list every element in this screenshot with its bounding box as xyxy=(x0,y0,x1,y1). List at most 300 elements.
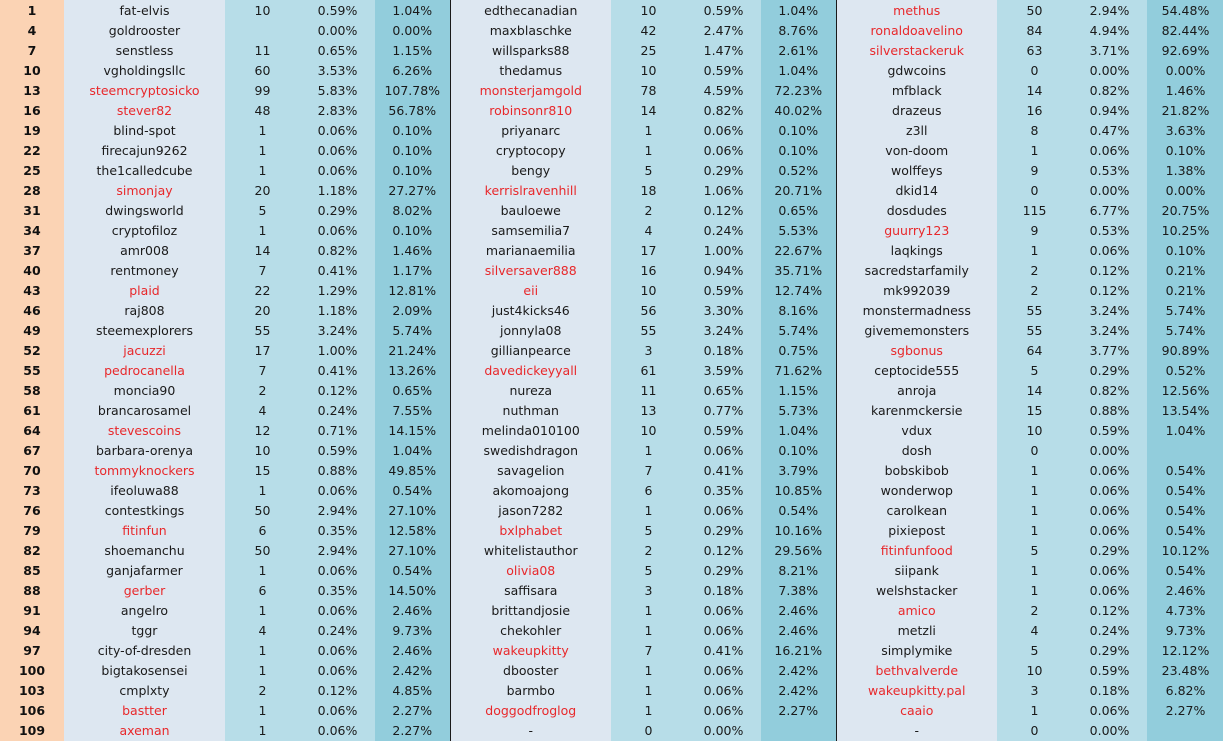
table-row xyxy=(0,620,1223,640)
count-cell: 1 xyxy=(997,560,1072,580)
count-cell: 1 xyxy=(225,140,300,160)
rank-cell: 43 xyxy=(0,280,64,300)
cumulative-percent-cell: 27.27% xyxy=(375,180,450,200)
count-cell: 1 xyxy=(225,720,300,741)
percent-cell: 0.06% xyxy=(686,680,761,700)
cumulative-percent-cell: 1.15% xyxy=(375,40,450,60)
count-cell: 1 xyxy=(611,120,686,140)
username-cell: shoemanchu xyxy=(64,540,225,560)
rank-cell: 28 xyxy=(0,180,64,200)
percent-cell: 0.24% xyxy=(300,620,375,640)
count-cell: 3 xyxy=(611,580,686,600)
username-cell: swedishdragon xyxy=(450,440,611,460)
percent-cell: 0.82% xyxy=(300,240,375,260)
cumulative-percent-cell: 2.46% xyxy=(761,600,836,620)
percent-cell: 0.24% xyxy=(686,220,761,240)
count-cell: 10 xyxy=(997,660,1072,680)
table-row xyxy=(0,0,1223,20)
percent-cell: 1.00% xyxy=(686,240,761,260)
percent-cell: 0.06% xyxy=(686,660,761,680)
percent-cell: 0.88% xyxy=(300,460,375,480)
percent-cell: 0.06% xyxy=(1072,240,1147,260)
count-cell: 10 xyxy=(611,60,686,80)
username-cell: pixiepost xyxy=(836,520,997,540)
percent-cell: 0.06% xyxy=(686,700,761,720)
rank-cell: 94 xyxy=(0,620,64,640)
cumulative-percent-cell: 22.67% xyxy=(761,240,836,260)
cumulative-percent-cell: 0.10% xyxy=(1147,140,1223,160)
percent-cell: 0.06% xyxy=(686,620,761,640)
table-row xyxy=(0,200,1223,220)
percent-cell: 3.24% xyxy=(686,320,761,340)
cumulative-percent-cell: 1.15% xyxy=(761,380,836,400)
count-cell: 50 xyxy=(997,0,1072,20)
count-cell: 50 xyxy=(225,540,300,560)
table-row xyxy=(0,680,1223,700)
username-cell: priyanarc xyxy=(450,120,611,140)
count-cell: 4 xyxy=(611,220,686,240)
percent-cell: 0.24% xyxy=(1072,620,1147,640)
username-cell: ifeoluwa88 xyxy=(64,480,225,500)
percent-cell: 0.18% xyxy=(686,340,761,360)
table-row xyxy=(0,300,1223,320)
cumulative-percent-cell: 1.38% xyxy=(1147,160,1223,180)
cumulative-percent-cell: 2.46% xyxy=(375,640,450,660)
count-cell: 56 xyxy=(611,300,686,320)
percent-cell: 0.29% xyxy=(1072,640,1147,660)
cumulative-percent-cell: 12.74% xyxy=(761,280,836,300)
cumulative-percent-cell: 0.00% xyxy=(375,20,450,40)
cumulative-percent-cell: 2.27% xyxy=(375,720,450,741)
percent-cell: 3.71% xyxy=(1072,40,1147,60)
table-row xyxy=(0,560,1223,580)
count-cell: 25 xyxy=(611,40,686,60)
username-cell: thedamus xyxy=(450,60,611,80)
rank-cell: 52 xyxy=(0,340,64,360)
rank-cell: 19 xyxy=(0,120,64,140)
table-row xyxy=(0,280,1223,300)
table-row xyxy=(0,240,1223,260)
username-cell: simonjay xyxy=(64,180,225,200)
count-cell: 1 xyxy=(611,500,686,520)
rank-cell: 49 xyxy=(0,320,64,340)
percent-cell: 2.94% xyxy=(1072,0,1147,20)
username-cell: dwingsworld xyxy=(64,200,225,220)
cumulative-percent-cell: 1.04% xyxy=(1147,420,1223,440)
cumulative-percent-cell: 8.16% xyxy=(761,300,836,320)
cumulative-percent-cell: 2.46% xyxy=(375,600,450,620)
username-cell: akomoajong xyxy=(450,480,611,500)
cumulative-percent-cell: 10.25% xyxy=(1147,220,1223,240)
percent-cell: 1.18% xyxy=(300,300,375,320)
username-cell: bigtakosensei xyxy=(64,660,225,680)
percent-cell: 0.41% xyxy=(300,260,375,280)
count-cell: 20 xyxy=(225,300,300,320)
count-cell: 16 xyxy=(997,100,1072,120)
percent-cell: 1.06% xyxy=(686,180,761,200)
username-cell: bauloewe xyxy=(450,200,611,220)
cumulative-percent-cell: 90.89% xyxy=(1147,340,1223,360)
username-cell: nureza xyxy=(450,380,611,400)
cumulative-percent-cell: 35.71% xyxy=(761,260,836,280)
username-cell: laqkings xyxy=(836,240,997,260)
percent-cell: 0.06% xyxy=(300,480,375,500)
percent-cell: 3.30% xyxy=(686,300,761,320)
username-cell: savagelion xyxy=(450,460,611,480)
count-cell: 5 xyxy=(997,360,1072,380)
cumulative-percent-cell: 12.58% xyxy=(375,520,450,540)
cumulative-percent-cell: 56.78% xyxy=(375,100,450,120)
username-cell: siipank xyxy=(836,560,997,580)
username-cell: bobskibob xyxy=(836,460,997,480)
cumulative-percent-cell: 13.54% xyxy=(1147,400,1223,420)
cumulative-percent-cell: 4.73% xyxy=(1147,600,1223,620)
rank-cell: 73 xyxy=(0,480,64,500)
cumulative-percent-cell: 8.76% xyxy=(761,20,836,40)
percent-cell: 0.06% xyxy=(300,640,375,660)
username-cell: cryptofiloz xyxy=(64,220,225,240)
count-cell: 4 xyxy=(225,620,300,640)
cumulative-percent-cell: 3.63% xyxy=(1147,120,1223,140)
username-cell: tommyknockers xyxy=(64,460,225,480)
rank-cell: 25 xyxy=(0,160,64,180)
rank-cell: 82 xyxy=(0,540,64,560)
count-cell: 22 xyxy=(225,280,300,300)
username-cell: sgbonus xyxy=(836,340,997,360)
count-cell: 63 xyxy=(997,40,1072,60)
count-cell: 60 xyxy=(225,60,300,80)
count-cell: 5 xyxy=(997,640,1072,660)
percent-cell: 0.06% xyxy=(1072,480,1147,500)
table-row xyxy=(0,520,1223,540)
rank-cell: 46 xyxy=(0,300,64,320)
percent-cell: 2.47% xyxy=(686,20,761,40)
count-cell: 1 xyxy=(997,520,1072,540)
percent-cell: 0.18% xyxy=(686,580,761,600)
username-cell: fitinfunfood xyxy=(836,540,997,560)
percent-cell: 0.06% xyxy=(686,120,761,140)
cumulative-percent-cell: 2.42% xyxy=(761,660,836,680)
percent-cell: 2.94% xyxy=(300,540,375,560)
rank-cell: 61 xyxy=(0,400,64,420)
count-cell: 1 xyxy=(225,660,300,680)
percent-cell: 0.59% xyxy=(300,0,375,20)
table-row xyxy=(0,260,1223,280)
count-cell: 0 xyxy=(997,440,1072,460)
username-cell: mfblack xyxy=(836,80,997,100)
username-cell: davedickeyyall xyxy=(450,360,611,380)
cumulative-percent-cell: 14.15% xyxy=(375,420,450,440)
count-cell: 0 xyxy=(997,60,1072,80)
rank-cell: 88 xyxy=(0,580,64,600)
count-cell: 11 xyxy=(611,380,686,400)
cumulative-percent-cell: 10.85% xyxy=(761,480,836,500)
table-row xyxy=(0,320,1223,340)
username-cell: vgholdingsllc xyxy=(64,60,225,80)
cumulative-percent-cell: 0.10% xyxy=(375,120,450,140)
cumulative-percent-cell: 0.52% xyxy=(1147,360,1223,380)
username-cell: anroja xyxy=(836,380,997,400)
username-cell: brancarosamel xyxy=(64,400,225,420)
rank-cell: 103 xyxy=(0,680,64,700)
cumulative-percent-cell: 0.10% xyxy=(761,120,836,140)
cumulative-percent-cell: 0.00% xyxy=(1147,60,1223,80)
count-cell: 5 xyxy=(997,540,1072,560)
cumulative-percent-cell: 27.10% xyxy=(375,540,450,560)
cumulative-percent-cell: 0.10% xyxy=(375,140,450,160)
username-cell: contestkings xyxy=(64,500,225,520)
count-cell: 6 xyxy=(225,580,300,600)
username-cell: olivia08 xyxy=(450,560,611,580)
count-cell: 48 xyxy=(225,100,300,120)
count-cell: 2 xyxy=(611,540,686,560)
table-row xyxy=(0,80,1223,100)
count-cell: 1 xyxy=(225,640,300,660)
count-cell: 99 xyxy=(225,80,300,100)
table-row xyxy=(0,120,1223,140)
count-cell: 15 xyxy=(997,400,1072,420)
cumulative-percent-cell: 0.10% xyxy=(375,220,450,240)
cumulative-percent-cell: 1.04% xyxy=(375,0,450,20)
username-cell: axeman xyxy=(64,720,225,741)
cumulative-percent-cell: 2.42% xyxy=(761,680,836,700)
percent-cell: 0.06% xyxy=(300,720,375,741)
cumulative-percent-cell: 20.75% xyxy=(1147,200,1223,220)
cumulative-percent-cell: 71.62% xyxy=(761,360,836,380)
percent-cell: 3.24% xyxy=(300,320,375,340)
count-cell: 61 xyxy=(611,360,686,380)
cumulative-percent-cell: 10.12% xyxy=(1147,540,1223,560)
username-cell: stevescoins xyxy=(64,420,225,440)
count-cell: 1 xyxy=(225,120,300,140)
username-cell: samsemilia7 xyxy=(450,220,611,240)
table-row xyxy=(0,380,1223,400)
count-cell: 1 xyxy=(611,440,686,460)
percent-cell: 0.47% xyxy=(1072,120,1147,140)
count-cell: 6 xyxy=(225,520,300,540)
percent-cell: 5.83% xyxy=(300,80,375,100)
username-cell: dkid14 xyxy=(836,180,997,200)
percent-cell: 0.12% xyxy=(1072,600,1147,620)
percent-cell: 0.29% xyxy=(686,520,761,540)
rank-cell: 67 xyxy=(0,440,64,460)
table-row xyxy=(0,720,1223,741)
cumulative-percent-cell: 2.46% xyxy=(1147,580,1223,600)
table-row xyxy=(0,220,1223,240)
percent-cell: 0.12% xyxy=(1072,260,1147,280)
username-cell: pedrocanella xyxy=(64,360,225,380)
username-cell: firecajun9262 xyxy=(64,140,225,160)
count-cell: 8 xyxy=(997,120,1072,140)
percent-cell: 0.77% xyxy=(686,400,761,420)
cumulative-percent-cell: 2.61% xyxy=(761,40,836,60)
cumulative-percent-cell: 1.46% xyxy=(1147,80,1223,100)
username-cell: z3ll xyxy=(836,120,997,140)
count-cell: 9 xyxy=(997,160,1072,180)
percent-cell: 0.59% xyxy=(686,60,761,80)
count-cell: 50 xyxy=(225,500,300,520)
percent-cell: 0.35% xyxy=(300,580,375,600)
cumulative-percent-cell: 0.65% xyxy=(761,200,836,220)
percent-cell: 3.59% xyxy=(686,360,761,380)
percent-cell: 0.82% xyxy=(1072,80,1147,100)
username-cell: wolffeys xyxy=(836,160,997,180)
percent-cell: 0.65% xyxy=(300,40,375,60)
username-cell: steemcryptosicko xyxy=(64,80,225,100)
cumulative-percent-cell: 21.82% xyxy=(1147,100,1223,120)
username-cell: blind-spot xyxy=(64,120,225,140)
percent-cell: 0.00% xyxy=(300,20,375,40)
count-cell: 1 xyxy=(225,600,300,620)
percent-cell: 0.53% xyxy=(1072,160,1147,180)
username-cell: just4kicks46 xyxy=(450,300,611,320)
username-cell: monsterjamgold xyxy=(450,80,611,100)
count-cell: 1 xyxy=(611,140,686,160)
rank-cell: 4 xyxy=(0,20,64,40)
count-cell: 78 xyxy=(611,80,686,100)
username-cell: plaid xyxy=(64,280,225,300)
cumulative-percent-cell: 40.02% xyxy=(761,100,836,120)
percent-cell: 0.12% xyxy=(300,380,375,400)
cumulative-percent-cell: 5.74% xyxy=(375,320,450,340)
count-cell: 3 xyxy=(997,680,1072,700)
percent-cell: 0.41% xyxy=(686,640,761,660)
username-cell: fat-elvis xyxy=(64,0,225,20)
count-cell: 2 xyxy=(225,680,300,700)
username-cell: the1calledcube xyxy=(64,160,225,180)
percent-cell: 0.29% xyxy=(686,560,761,580)
username-cell: jason7282 xyxy=(450,500,611,520)
username-cell: wonderwop xyxy=(836,480,997,500)
count-cell: 10 xyxy=(225,0,300,20)
count-cell: 0 xyxy=(997,720,1072,741)
percent-cell: 2.83% xyxy=(300,100,375,120)
percent-cell: 0.59% xyxy=(686,280,761,300)
count-cell: 1 xyxy=(225,220,300,240)
count-cell: 0 xyxy=(997,180,1072,200)
percent-cell: 0.41% xyxy=(686,460,761,480)
percent-cell: 0.06% xyxy=(300,120,375,140)
percent-cell: 0.06% xyxy=(300,700,375,720)
count-cell: 12 xyxy=(225,420,300,440)
username-cell: chekohler xyxy=(450,620,611,640)
cumulative-percent-cell: 0.54% xyxy=(1147,500,1223,520)
username-cell: saffisara xyxy=(450,580,611,600)
cumulative-percent-cell: 1.17% xyxy=(375,260,450,280)
percent-cell: 0.41% xyxy=(300,360,375,380)
count-cell: 55 xyxy=(997,300,1072,320)
cumulative-percent-cell: 0.54% xyxy=(1147,560,1223,580)
count-cell: 64 xyxy=(997,340,1072,360)
count-cell: 2 xyxy=(997,600,1072,620)
username-cell: doggodfroglog xyxy=(450,700,611,720)
table-row xyxy=(0,360,1223,380)
table-row xyxy=(0,540,1223,560)
count-cell: 1 xyxy=(997,140,1072,160)
rank-cell: 58 xyxy=(0,380,64,400)
count-cell: 1 xyxy=(611,620,686,640)
percent-cell: 0.12% xyxy=(686,200,761,220)
percent-cell: 0.00% xyxy=(686,720,761,741)
rank-cell: 1 xyxy=(0,0,64,20)
count-cell: 5 xyxy=(611,560,686,580)
percent-cell: 0.29% xyxy=(686,160,761,180)
cumulative-percent-cell: 0.75% xyxy=(761,340,836,360)
count-cell: 84 xyxy=(997,20,1072,40)
percent-cell: 0.06% xyxy=(686,600,761,620)
cumulative-percent-cell: 9.73% xyxy=(1147,620,1223,640)
percent-cell: 0.82% xyxy=(686,100,761,120)
percent-cell: 4.59% xyxy=(686,80,761,100)
rank-cell: 37 xyxy=(0,240,64,260)
percent-cell: 0.06% xyxy=(1072,460,1147,480)
percent-cell: 0.35% xyxy=(300,520,375,540)
count-cell: 1 xyxy=(611,680,686,700)
percent-cell: 1.18% xyxy=(300,180,375,200)
cumulative-percent-cell: 14.50% xyxy=(375,580,450,600)
percent-cell: 0.06% xyxy=(686,440,761,460)
cumulative-percent-cell: 23.48% xyxy=(1147,660,1223,680)
count-cell: 10 xyxy=(611,420,686,440)
cumulative-percent-cell: 0.10% xyxy=(375,160,450,180)
username-cell: jonnyla08 xyxy=(450,320,611,340)
cumulative-percent-cell: 9.73% xyxy=(375,620,450,640)
rank-cell: 64 xyxy=(0,420,64,440)
percent-cell: 6.77% xyxy=(1072,200,1147,220)
table-row xyxy=(0,20,1223,40)
cumulative-percent-cell: 12.56% xyxy=(1147,380,1223,400)
count-cell: 3 xyxy=(611,340,686,360)
table-row xyxy=(0,500,1223,520)
username-cell: maxblaschke xyxy=(450,20,611,40)
username-cell: stever82 xyxy=(64,100,225,120)
username-cell: methus xyxy=(836,0,997,20)
count-cell: 4 xyxy=(225,400,300,420)
count-cell: 1 xyxy=(997,460,1072,480)
count-cell: 1 xyxy=(225,480,300,500)
rank-cell: 109 xyxy=(0,720,64,741)
table-row xyxy=(0,480,1223,500)
table-row xyxy=(0,640,1223,660)
count-cell: 5 xyxy=(611,520,686,540)
count-cell: 14 xyxy=(997,80,1072,100)
percent-cell: 3.24% xyxy=(1072,320,1147,340)
percent-cell: 0.06% xyxy=(300,140,375,160)
rank-cell: 22 xyxy=(0,140,64,160)
rank-cell: 34 xyxy=(0,220,64,240)
username-cell: sacredstarfamily xyxy=(836,260,997,280)
percent-cell: 0.06% xyxy=(1072,140,1147,160)
cumulative-percent-cell: 2.46% xyxy=(761,620,836,640)
rank-cell: 100 xyxy=(0,660,64,680)
rank-cell: 70 xyxy=(0,460,64,480)
table-row xyxy=(0,460,1223,480)
percent-cell: 0.00% xyxy=(1072,180,1147,200)
username-cell: robinsonr810 xyxy=(450,100,611,120)
percent-cell: 4.94% xyxy=(1072,20,1147,40)
table-row xyxy=(0,400,1223,420)
count-cell: 1 xyxy=(225,560,300,580)
cumulative-percent-cell: 2.27% xyxy=(1147,700,1223,720)
rank-cell: 16 xyxy=(0,100,64,120)
cumulative-percent-cell: 8.02% xyxy=(375,200,450,220)
table-row xyxy=(0,100,1223,120)
count-cell: 16 xyxy=(611,260,686,280)
username-cell: carolkean xyxy=(836,500,997,520)
cumulative-percent-cell: 8.21% xyxy=(761,560,836,580)
percent-cell: 0.59% xyxy=(1072,660,1147,680)
rank-cell: 55 xyxy=(0,360,64,380)
